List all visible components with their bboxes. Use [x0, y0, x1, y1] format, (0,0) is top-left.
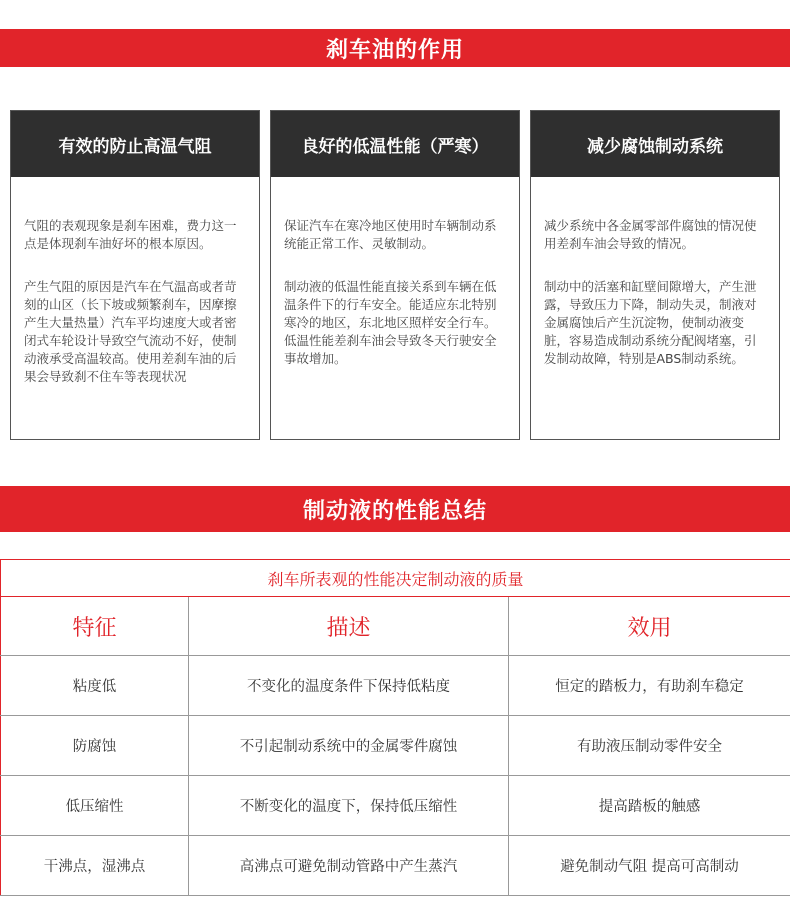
cell-description: 不引起制动系统中的金属零件腐蚀: [189, 716, 509, 776]
cell-description: 不断变化的温度下，保持低压缩性: [189, 776, 509, 836]
section1-banner: [0, 29, 790, 67]
card-paragraph: 产生气阻的原因是汽车在气温高或者苛刻的山区（长下坡或频繁刹车，因摩擦产生大量热量）汽车平均速度大或者密闭式车轮设计导致空气流动不好，使制动液承受高温较高。使用差刹车油的后果会导致刹不住车等表现状况: [24, 279, 237, 384]
card-body: [271, 177, 519, 368]
card-high-temp: [10, 110, 260, 440]
section2-banner: [0, 486, 790, 532]
header-description: 描述: [189, 597, 509, 656]
card-paragraph: 气阻的表观现象是刹车困难，费力这一点是体现刹车油好坏的根本原因。: [24, 218, 237, 251]
cell-feature: 低压缩性: [1, 776, 189, 836]
card-body: [531, 177, 779, 368]
section1-title: 刹车油的作用: [325, 37, 464, 63]
section2-title: 制动液的性能总结: [302, 498, 487, 524]
card-body: [11, 177, 259, 386]
table-row: [1, 656, 790, 716]
cell-feature: 干沸点，湿沸点: [1, 836, 189, 896]
performance-table: [0, 559, 790, 896]
cell-effect: 避免制动气阻 提高可高制动: [509, 836, 790, 896]
cell-feature: 防腐蚀: [1, 716, 189, 776]
card-paragraph: 制动中的活塞和缸壁间隙增大，产生泄露，导致压力下降，制动失灵，制液对金属腐蚀后产生沉淀物，使制动液变脏，容易造成制动系统分配阀堵塞，引发制动故障，特别是ABS制动系统。: [544, 279, 757, 366]
card-corrosion: [530, 110, 780, 440]
card-low-temp: [270, 110, 520, 440]
cell-feature: 粘度低: [1, 656, 189, 716]
card-header: [271, 111, 519, 177]
card-title: 有效的防止高温气阻: [58, 136, 212, 157]
cell-description: 不变化的温度条件下保持低粘度: [189, 656, 509, 716]
card-title: 减少腐蚀制动系统: [587, 136, 723, 157]
table-row: [1, 716, 790, 776]
header-feature: 特征: [1, 597, 189, 656]
cell-description: 高沸点可避免制动管路中产生蒸汽: [189, 836, 509, 896]
card-paragraph: 制动液的低温性能直接关系到车辆在低温条件下的行车安全。能适应东北特别寒冷的地区，东北地区照样安全行车。低温性能差刹车油会导致冬天行驶安全事故增加。: [284, 279, 497, 366]
table-row: [1, 836, 790, 896]
cell-effect: 有助液压制动零件安全: [509, 716, 790, 776]
card-header: [11, 111, 259, 177]
table-caption-row: [1, 560, 790, 597]
card-header: [531, 111, 779, 177]
card-title: 良好的低温性能（严寒）: [301, 136, 489, 157]
cell-effect: 提高踏板的触感: [509, 776, 790, 836]
table-caption: 刹车所表观的性能决定制动液的质量: [1, 560, 790, 597]
table-header-row: [1, 597, 790, 656]
card-paragraph: 减少系统中各金属零部件腐蚀的情况使用差刹车油会导致的情况。: [544, 218, 757, 251]
card-paragraph: 保证汽车在寒冷地区使用时车辆制动系统能正常工作、灵敏制动。: [284, 218, 497, 251]
table-row: [1, 776, 790, 836]
cell-effect: 恒定的踏板力，有助刹车稳定: [509, 656, 790, 716]
header-effect: 效用: [509, 597, 790, 656]
